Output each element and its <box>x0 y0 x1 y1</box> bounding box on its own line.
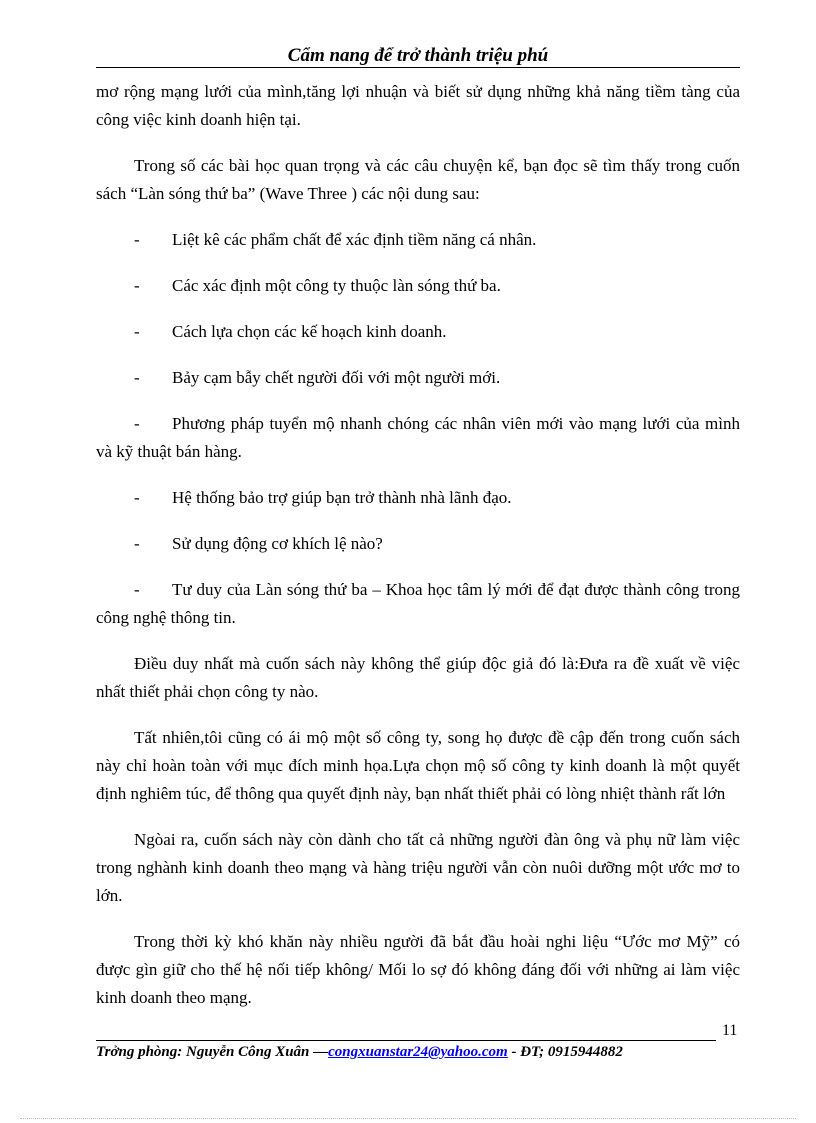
list-item <box>96 410 740 466</box>
list-item-text: Phương pháp tuyển mộ nhanh chóng các nhân viên mới vào mạng lưới của mình và kỹ thuật bán hàng. <box>96 414 740 461</box>
list-item-text: Cách lựa chọn các kế hoạch kinh doanh. <box>172 322 447 341</box>
list-item-text: Bảy cạm bẫy chết người đối với một người mới. <box>172 368 501 387</box>
list-item-text: Tư duy của Làn sóng thứ ba – Khoa học tâm lý mới để đạt được thành công trong công nghệ thông tin. <box>96 580 740 627</box>
footer-rule <box>96 1040 716 1041</box>
bullet-dash: - <box>134 322 140 341</box>
list-item <box>96 576 740 632</box>
bullet-dash: - <box>134 580 140 599</box>
list-item <box>96 364 740 392</box>
list-item-text: Hệ thống bảo trợ giúp bạn trở thành nhà lãnh đạo. <box>172 488 512 507</box>
document-body <box>96 78 740 1030</box>
page-header-title: Cẩm nang để trở thành triệu phú <box>287 45 549 66</box>
list-item <box>96 530 740 558</box>
footer-phone: - ĐT; 0915944882 <box>507 1044 623 1060</box>
bullet-dash: - <box>134 488 140 507</box>
paragraph: Trong số các bài học quan trọng và các câu chuyện kể, bạn đọc sẽ tìm thấy trong cuốn sách “Làn sóng thứ ba” (Wave Three ) các nội dung sau: <box>96 156 740 203</box>
page-footer <box>96 1044 736 1061</box>
list-item <box>96 484 740 512</box>
bullet-dash: - <box>134 368 140 387</box>
page-number: 11 <box>722 1022 738 1039</box>
paragraph: Ngòai ra, cuốn sách này còn dành cho tất cả những người đàn ông và phụ nữ làm việc trong nghành kinh doanh theo mạng và hàng triệu người vẫn còn nuôi dưỡng một ước mơ to lớn. <box>96 830 740 905</box>
paragraph: Điều duy nhất mà cuốn sách này không thể giúp độc giả đó là:Đưa ra đề xuất về việc nhất thiết phải chọn công ty nào. <box>96 654 740 701</box>
list-item-text: Liệt kê các phẩm chất để xác định tiềm năng cá nhân. <box>172 230 537 249</box>
bullet-dash: - <box>134 276 140 295</box>
list-item-text: Các xác định một công ty thuộc làn sóng thứ ba. <box>172 276 501 295</box>
bullet-dash: - <box>134 230 140 249</box>
footer-email-link[interactable]: congxuanstar24@yahoo.com <box>328 1044 508 1060</box>
list-item <box>96 318 740 346</box>
list-item <box>96 272 740 300</box>
bullet-dash: - <box>134 414 140 433</box>
footer-author: Trởng phòng: Nguyễn Công Xuân — <box>96 1044 329 1060</box>
paragraph: Trong thời kỳ khó khăn này nhiều người đã bắt đầu hoài nghi liệu “Ước mơ Mỹ” có được gìn giữ cho thế hệ nối tiếp không/ Mối lo sợ đó không đáng đối với những ai làm việc kinh doanh theo mạng. <box>96 932 740 1007</box>
bullet-dash: - <box>134 534 140 553</box>
page-edge-dotted-rule <box>20 1118 796 1119</box>
paragraph: Tất nhiên,tôi cũng có ái mộ một số công ty, song họ được đề cập đến trong cuốn sách này chỉ hoàn toàn với mục đích minh họa.Lựa chọn mộ số công ty kinh doanh là một quyết định nghiêm túc, để thông qua quyết định này, bạn nhất thiết phải có lòng nhiệt thành rất lớn <box>96 728 740 803</box>
list-item <box>96 226 740 254</box>
paragraph: mơ rộng mạng lưới của mình,tăng lợi nhuận và biết sử dụng những khả năng tiềm tàng của công việc kinh doanh hiện tại. <box>96 82 740 129</box>
list-item-text: Sử dụng động cơ khích lệ nào? <box>172 534 383 553</box>
header-rule <box>96 67 740 68</box>
